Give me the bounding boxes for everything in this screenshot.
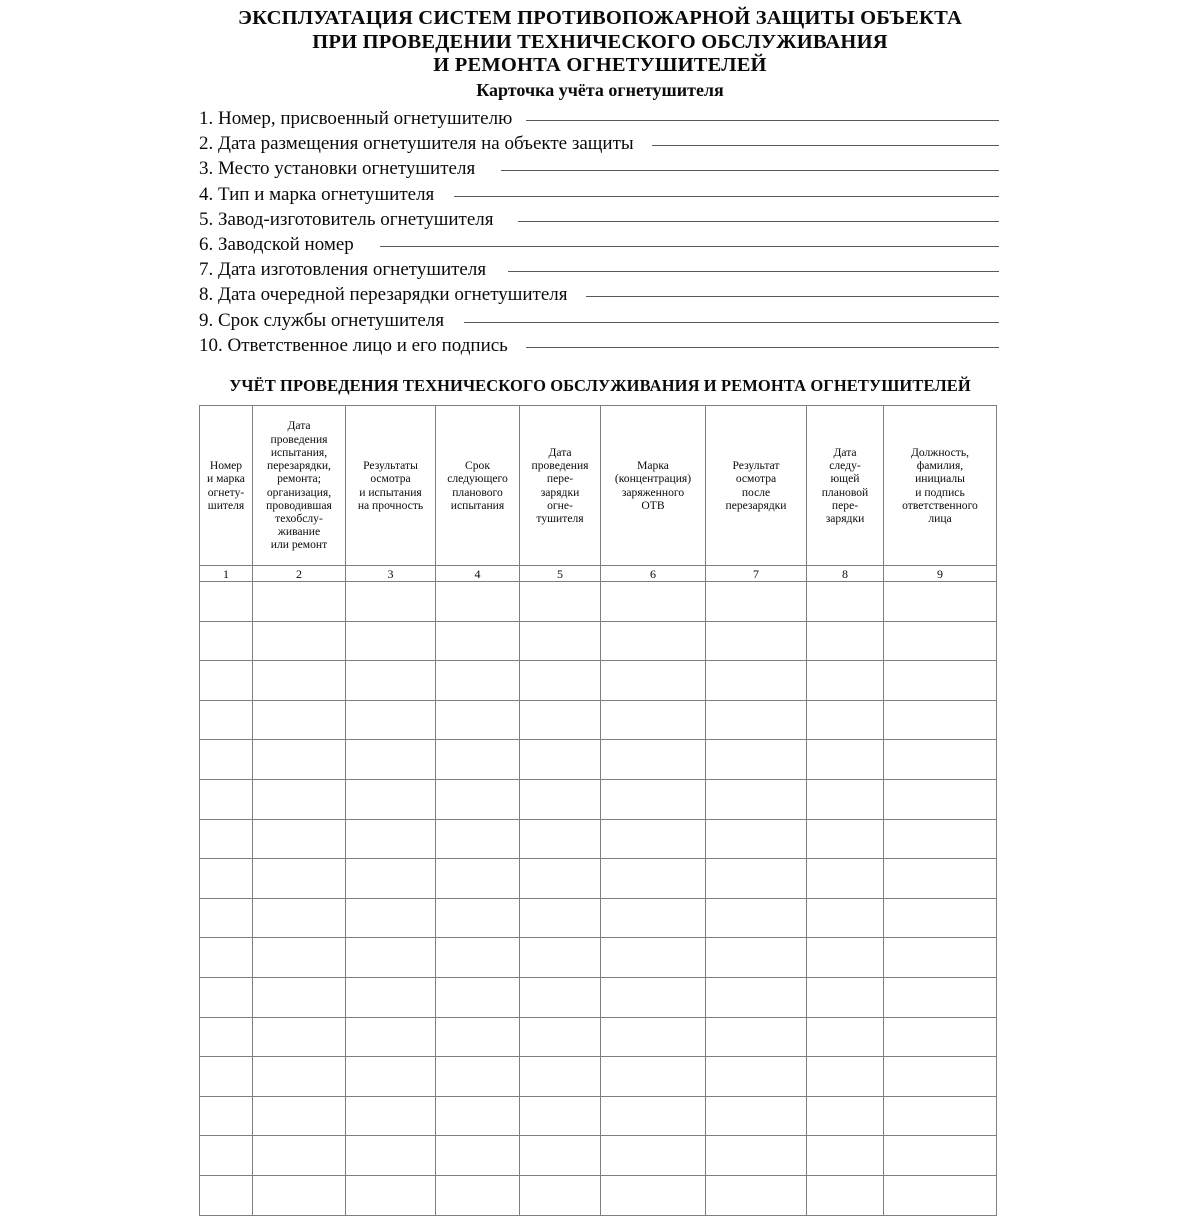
table-cell[interactable] xyxy=(884,1057,997,1097)
table-cell[interactable] xyxy=(520,621,601,661)
table-cell[interactable] xyxy=(884,621,997,661)
header-line: осмотра xyxy=(370,472,411,486)
table-cell[interactable] xyxy=(253,1017,346,1057)
table-cell[interactable] xyxy=(200,898,253,938)
table-cell[interactable] xyxy=(520,819,601,859)
table-cell[interactable] xyxy=(346,1096,436,1136)
table-column-number: 4 xyxy=(436,566,520,582)
record-field-input-line[interactable] xyxy=(526,347,999,348)
table-cell[interactable] xyxy=(601,859,706,899)
table-cell[interactable] xyxy=(436,1096,520,1136)
header-line: лица xyxy=(928,511,952,525)
table-cell[interactable] xyxy=(253,740,346,780)
table-cell[interactable] xyxy=(346,582,436,622)
table-cell[interactable] xyxy=(436,1057,520,1097)
table-cell[interactable] xyxy=(200,1017,253,1057)
header-line: живание xyxy=(277,525,321,539)
record-field-input-line[interactable] xyxy=(464,322,999,323)
table-cell[interactable] xyxy=(346,1175,436,1215)
table-cell[interactable] xyxy=(706,819,807,859)
table-cell[interactable] xyxy=(200,977,253,1017)
table-column-header xyxy=(884,406,997,566)
header-line: проведения xyxy=(531,459,589,473)
record-field-row xyxy=(199,335,999,360)
table-row xyxy=(200,582,997,622)
header-line: на прочность xyxy=(357,498,424,512)
record-field-input-line[interactable] xyxy=(586,296,999,297)
table-cell[interactable] xyxy=(601,1057,706,1097)
header-line: следующего xyxy=(447,472,508,486)
table-cell[interactable] xyxy=(884,582,997,622)
header-line: Срок xyxy=(465,459,490,473)
record-field-label: 6. Заводской номер xyxy=(199,233,354,255)
record-field-label: 2. Дата размещения огнетушителя на объекте защиты xyxy=(199,133,634,155)
table-cell[interactable] xyxy=(884,740,997,780)
table-cell[interactable] xyxy=(601,1017,706,1057)
table-cell[interactable] xyxy=(807,582,884,622)
header-line: Результат xyxy=(732,459,780,473)
table-cell[interactable] xyxy=(346,898,436,938)
table-cell[interactable] xyxy=(520,661,601,701)
table-cell[interactable] xyxy=(200,621,253,661)
table-cell[interactable] xyxy=(807,700,884,740)
table-cell[interactable] xyxy=(807,938,884,978)
section-heading: УЧЁТ ПРОВЕДЕНИЯ ТЕХНИЧЕСКОГО ОБСЛУЖИВАНИЯ И РЕМОНТА ОГНЕТУШИТЕЛЕЙ xyxy=(229,376,971,395)
table-cell[interactable] xyxy=(346,740,436,780)
table-cell[interactable] xyxy=(346,779,436,819)
record-field-row xyxy=(199,108,999,133)
table-cell[interactable] xyxy=(436,661,520,701)
table-cell[interactable] xyxy=(706,1175,807,1215)
header-line: огнету- xyxy=(207,485,245,499)
header-line: ющей xyxy=(830,472,860,486)
table-column-number: 3 xyxy=(346,566,436,582)
table-cell[interactable] xyxy=(884,1136,997,1176)
header-line: пере- xyxy=(831,498,859,512)
table-cell[interactable] xyxy=(884,859,997,899)
table-cell[interactable] xyxy=(601,661,706,701)
table-cell[interactable] xyxy=(253,819,346,859)
table-cell[interactable] xyxy=(253,1096,346,1136)
record-field-input-line[interactable] xyxy=(652,145,999,146)
header-line: плановой xyxy=(821,485,869,499)
table-column-number: 8 xyxy=(807,566,884,582)
record-field-input-line[interactable] xyxy=(501,170,999,171)
header-line: ОТВ xyxy=(641,498,665,512)
table-cell[interactable] xyxy=(436,779,520,819)
table-cell[interactable] xyxy=(253,661,346,701)
table-column-header xyxy=(436,406,520,566)
table-cell[interactable] xyxy=(253,898,346,938)
table-row xyxy=(200,819,997,859)
table-cell[interactable] xyxy=(601,898,706,938)
table-body xyxy=(200,582,997,1216)
table-cell[interactable] xyxy=(884,1175,997,1215)
table-cell[interactable] xyxy=(807,1136,884,1176)
header-line: после xyxy=(741,485,771,499)
header-line: шителя xyxy=(207,498,245,512)
table-cell[interactable] xyxy=(601,819,706,859)
table-cell[interactable] xyxy=(436,938,520,978)
header-line: организация, xyxy=(266,485,332,499)
table-row xyxy=(200,621,997,661)
table-cell[interactable] xyxy=(601,1096,706,1136)
table-cell[interactable] xyxy=(884,1096,997,1136)
table-cell[interactable] xyxy=(601,1175,706,1215)
table-row xyxy=(200,779,997,819)
table-cell[interactable] xyxy=(346,938,436,978)
table-cell[interactable] xyxy=(807,1057,884,1097)
table-cell[interactable] xyxy=(807,898,884,938)
table-cell[interactable] xyxy=(436,859,520,899)
table-cell[interactable] xyxy=(346,700,436,740)
table-cell[interactable] xyxy=(436,582,520,622)
record-field-row xyxy=(199,184,999,209)
table-cell[interactable] xyxy=(520,740,601,780)
header-line: осмотра xyxy=(735,472,777,486)
header-line: ремонта; xyxy=(277,472,321,486)
record-field-input-line[interactable] xyxy=(454,196,999,197)
table-cell[interactable] xyxy=(436,621,520,661)
header-line: тушителя xyxy=(536,511,584,525)
title-line-2: ПРИ ПРОВЕДЕНИИ ТЕХНИЧЕСКОГО ОБСЛУЖИВАНИЯ xyxy=(312,30,888,53)
table-column-number: 5 xyxy=(520,566,601,582)
table-row xyxy=(200,1136,997,1176)
table-cell[interactable] xyxy=(601,740,706,780)
table-cell[interactable] xyxy=(520,938,601,978)
table-cell[interactable] xyxy=(346,1017,436,1057)
table-column-header xyxy=(706,406,807,566)
header-line: испытания xyxy=(450,498,505,512)
table-cell[interactable] xyxy=(807,819,884,859)
table-cell[interactable] xyxy=(884,898,997,938)
table-cell[interactable] xyxy=(436,700,520,740)
document-subtitle: Карточка учёта огнетушителя xyxy=(476,80,724,100)
table-cell[interactable] xyxy=(706,621,807,661)
table-column-number-row xyxy=(200,566,997,582)
table-cell[interactable] xyxy=(253,859,346,899)
table-cell[interactable] xyxy=(200,740,253,780)
table-row xyxy=(200,898,997,938)
table-cell[interactable] xyxy=(200,700,253,740)
header-line: техобслу- xyxy=(275,511,323,525)
table-cell[interactable] xyxy=(346,1136,436,1176)
header-line: проведения xyxy=(270,432,328,446)
record-field-label: 8. Дата очередной перезарядки огнетушителя xyxy=(199,284,568,306)
table-cell[interactable] xyxy=(520,1136,601,1176)
table-cell[interactable] xyxy=(807,1096,884,1136)
header-line: пере- xyxy=(546,472,574,486)
table-cell[interactable] xyxy=(200,1175,253,1215)
table-cell[interactable] xyxy=(884,661,997,701)
table-cell[interactable] xyxy=(706,898,807,938)
table-cell[interactable] xyxy=(520,977,601,1017)
table-cell[interactable] xyxy=(884,700,997,740)
header-line: заряженного xyxy=(621,485,685,499)
table-cell[interactable] xyxy=(884,779,997,819)
table-column-header xyxy=(346,406,436,566)
header-line: перезарядки xyxy=(725,498,787,512)
document-title xyxy=(0,7,1200,78)
table-cell[interactable] xyxy=(807,621,884,661)
record-field-input-line[interactable] xyxy=(380,246,999,247)
table-cell[interactable] xyxy=(200,582,253,622)
header-line: ответственного xyxy=(902,498,978,512)
table-cell[interactable] xyxy=(520,779,601,819)
table-cell[interactable] xyxy=(200,938,253,978)
table-column-header xyxy=(807,406,884,566)
table-cell[interactable] xyxy=(884,938,997,978)
table-cell[interactable] xyxy=(253,1175,346,1215)
record-field-input-line[interactable] xyxy=(526,120,999,121)
table-cell[interactable] xyxy=(601,938,706,978)
table-cell[interactable] xyxy=(520,898,601,938)
table-cell[interactable] xyxy=(200,779,253,819)
table-cell[interactable] xyxy=(706,977,807,1017)
record-field-row xyxy=(199,259,999,284)
table-cell[interactable] xyxy=(884,977,997,1017)
maintenance-register-table-wrapper xyxy=(199,405,996,1216)
header-line: Дата xyxy=(833,445,857,459)
title-line-1: ЭКСПЛУАТАЦИЯ СИСТЕМ ПРОТИВОПОЖАРНОЙ ЗАЩИТЫ ОБЪЕКТА xyxy=(238,7,962,29)
table-cell[interactable] xyxy=(200,819,253,859)
header-line: проводившая xyxy=(266,498,332,512)
table-cell[interactable] xyxy=(706,661,807,701)
table-cell[interactable] xyxy=(706,700,807,740)
header-line: огне- xyxy=(547,498,573,512)
table-row xyxy=(200,938,997,978)
table-row xyxy=(200,977,997,1017)
header-line: Результаты xyxy=(363,459,418,473)
table-cell[interactable] xyxy=(807,740,884,780)
table-cell[interactable] xyxy=(706,938,807,978)
table-cell[interactable] xyxy=(253,700,346,740)
table-row xyxy=(200,1175,997,1215)
table-row xyxy=(200,1096,997,1136)
table-cell[interactable] xyxy=(520,1017,601,1057)
table-cell[interactable] xyxy=(807,661,884,701)
header-line: или ремонт xyxy=(270,538,328,552)
header-line: перезарядки, xyxy=(267,459,331,473)
table-cell[interactable] xyxy=(436,819,520,859)
table-cell[interactable] xyxy=(601,621,706,661)
table-cell[interactable] xyxy=(520,1096,601,1136)
table-cell[interactable] xyxy=(884,819,997,859)
table-column-header xyxy=(200,406,253,566)
title-line-3: И РЕМОНТА ОГНЕТУШИТЕЛЕЙ xyxy=(433,54,767,76)
record-field-input-line[interactable] xyxy=(508,271,999,272)
table-cell[interactable] xyxy=(253,582,346,622)
table-cell[interactable] xyxy=(706,582,807,622)
header-line: Марка xyxy=(637,459,669,473)
table-cell[interactable] xyxy=(253,1057,346,1097)
table-cell[interactable] xyxy=(706,740,807,780)
header-line: Должность, xyxy=(910,445,970,459)
header-line: инициалы xyxy=(915,472,965,486)
record-field-input-line[interactable] xyxy=(518,221,999,222)
table-cell[interactable] xyxy=(200,859,253,899)
table-column-number: 9 xyxy=(884,566,997,582)
table-cell[interactable] xyxy=(346,621,436,661)
table-cell[interactable] xyxy=(706,1096,807,1136)
table-cell[interactable] xyxy=(601,779,706,819)
record-field-label: 7. Дата изготовления огнетушителя xyxy=(199,259,487,281)
record-field-label: 3. Место установки огнетушителя xyxy=(199,158,476,180)
header-line: зарядки xyxy=(825,511,865,525)
table-column-number: 7 xyxy=(706,566,807,582)
record-field-row xyxy=(199,133,999,158)
table-row xyxy=(200,1057,997,1097)
table-cell[interactable] xyxy=(253,1136,346,1176)
extinguisher-record-fields xyxy=(199,108,999,360)
header-line: Дата xyxy=(287,419,311,433)
table-cell[interactable] xyxy=(706,859,807,899)
table-column-number: 6 xyxy=(601,566,706,582)
record-field-row xyxy=(199,234,999,259)
table-cell[interactable] xyxy=(436,1136,520,1176)
table-cell[interactable] xyxy=(706,1057,807,1097)
header-line: фамилия, xyxy=(916,459,964,473)
table-cell[interactable] xyxy=(706,779,807,819)
table-cell[interactable] xyxy=(807,977,884,1017)
record-field-label: 5. Завод-изготовитель огнетушителя xyxy=(199,208,494,230)
table-cell[interactable] xyxy=(200,1057,253,1097)
record-field-label: 10. Ответственное лицо и его подпись xyxy=(199,334,508,356)
table-cell[interactable] xyxy=(436,740,520,780)
table-row xyxy=(200,740,997,780)
table-cell[interactable] xyxy=(253,977,346,1017)
table-cell[interactable] xyxy=(706,1136,807,1176)
record-field-row xyxy=(199,310,999,335)
table-cell[interactable] xyxy=(200,1136,253,1176)
table-cell[interactable] xyxy=(200,1096,253,1136)
table-cell[interactable] xyxy=(520,1175,601,1215)
table-cell[interactable] xyxy=(346,859,436,899)
table-cell[interactable] xyxy=(520,1057,601,1097)
record-field-label: 9. Срок службы огнетушителя xyxy=(199,309,445,331)
table-column-number: 1 xyxy=(200,566,253,582)
header-line: планового xyxy=(452,485,503,499)
table-cell[interactable] xyxy=(520,582,601,622)
table-cell[interactable] xyxy=(253,779,346,819)
table-cell[interactable] xyxy=(346,1057,436,1097)
table-column-number: 2 xyxy=(253,566,346,582)
table-cell[interactable] xyxy=(807,859,884,899)
record-field-row xyxy=(199,209,999,234)
table-cell[interactable] xyxy=(436,1175,520,1215)
record-field-row xyxy=(199,158,999,183)
record-field-row xyxy=(199,284,999,309)
table-cell[interactable] xyxy=(807,779,884,819)
table-cell[interactable] xyxy=(436,977,520,1017)
header-line: Дата xyxy=(548,445,572,459)
header-line: испытания, xyxy=(270,445,328,459)
table-cell[interactable] xyxy=(601,582,706,622)
table-header xyxy=(200,406,997,582)
table-column-header xyxy=(253,406,346,566)
table-cell[interactable] xyxy=(807,1017,884,1057)
header-line: и марка xyxy=(207,472,245,486)
table-row xyxy=(200,700,997,740)
table-cell[interactable] xyxy=(706,1017,807,1057)
table-cell[interactable] xyxy=(346,819,436,859)
header-line: и подпись xyxy=(915,485,965,499)
table-cell[interactable] xyxy=(346,661,436,701)
table-cell[interactable] xyxy=(807,1175,884,1215)
table-cell[interactable] xyxy=(436,1017,520,1057)
record-field-label: 4. Тип и марка огнетушителя xyxy=(199,183,435,205)
header-line: (концентрация) xyxy=(614,472,692,486)
header-line: Номер xyxy=(209,459,243,473)
table-cell[interactable] xyxy=(200,661,253,701)
table-row xyxy=(200,661,997,701)
maintenance-register-table xyxy=(199,405,997,1216)
table-column-header xyxy=(601,406,706,566)
table-cell[interactable] xyxy=(884,1017,997,1057)
header-line: следу- xyxy=(829,459,861,473)
table-row xyxy=(200,1017,997,1057)
table-cell[interactable] xyxy=(601,1136,706,1176)
table-cell[interactable] xyxy=(601,700,706,740)
table-cell[interactable] xyxy=(253,938,346,978)
header-line: и испытания xyxy=(359,485,422,499)
table-cell[interactable] xyxy=(520,700,601,740)
table-cell[interactable] xyxy=(253,621,346,661)
table-cell[interactable] xyxy=(436,898,520,938)
table-column-header xyxy=(520,406,601,566)
header-line: зарядки xyxy=(540,485,580,499)
table-cell[interactable] xyxy=(346,977,436,1017)
table-header-row xyxy=(200,406,997,566)
table-cell[interactable] xyxy=(520,859,601,899)
table-cell[interactable] xyxy=(601,977,706,1017)
record-field-label: 1. Номер, присвоенный огнетушителю xyxy=(199,108,513,129)
table-row xyxy=(200,859,997,899)
